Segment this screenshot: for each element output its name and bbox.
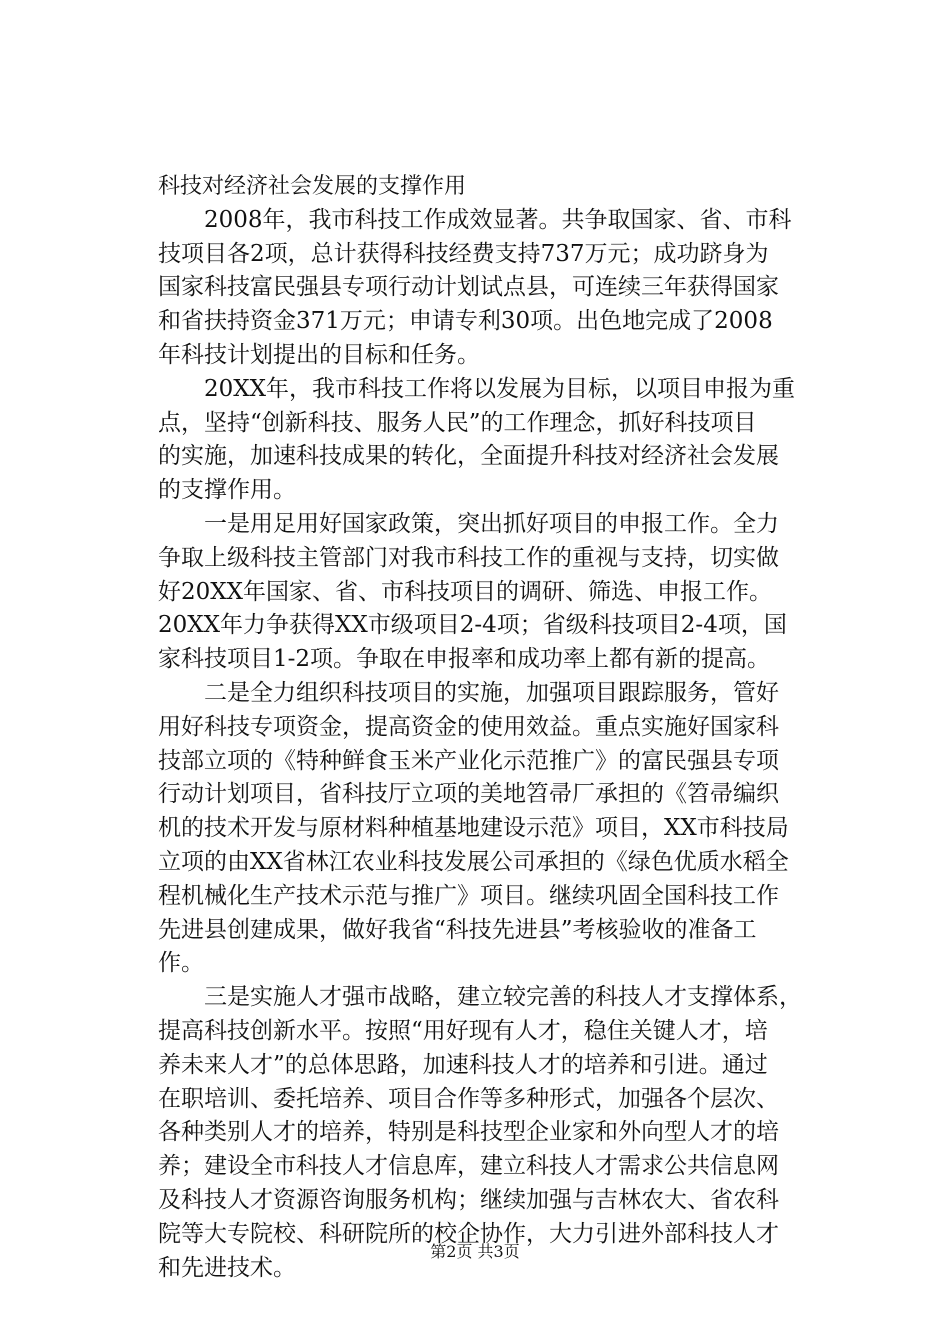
text-line: 机的技术开发与原材料种植基地建设示范》项目，XX市科技局: [158, 815, 789, 842]
text-line: 20XX年力争获得XX市级项目2-4项；省级科技项目2-4项，国: [158, 612, 787, 639]
text-line: 在职培训、委托培养、项目合作等多种形式，加强各个层次、: [158, 1085, 779, 1112]
page-footer: [0, 1242, 950, 1262]
text-line: 和省扶持资金371万元；申请专利30项。出色地完成了2008: [158, 308, 773, 335]
text-line: 的实施，加速科技成果的转化，全面提升科技对经济社会发展: [158, 443, 779, 470]
text-line: 程机械化生产技术示范与推广》项目。继续巩固全国科技工作: [158, 882, 779, 909]
text-line: 作。: [158, 950, 204, 977]
text-line: 家科技项目1-2项。争取在申报率和成功率上都有新的提高。: [158, 646, 771, 673]
text-line: 养；建设全市科技人才信息库，建立科技人才需求公共信息网: [158, 1153, 779, 1180]
text-line: 的支撑作用。: [158, 477, 296, 504]
page-number: 第2页 共3页: [430, 1242, 520, 1261]
text-line: 院等大专院校、科研院所的校企协作，大力引进外部科技人才: [158, 1220, 779, 1247]
text-line: 先进县创建成果，做好我省“科技先进县”考核验收的准备工: [158, 916, 757, 943]
document-body: [158, 170, 838, 1285]
document-title: 科技对经济社会发展的支撑作用: [158, 174, 467, 199]
text-line: 三是实施人才强市战略，建立较完善的科技人才支撑体系，: [158, 984, 802, 1011]
text-line: 技部立项的《特种鲜食玉米产业化示范推广》的富民强县专项: [158, 747, 779, 774]
text-line: 点，坚持“创新科技、服务人民”的工作理念，抓好科技项目: [158, 409, 757, 436]
text-line: 各种类别人才的培养，特别是科技型企业家和外向型人才的培: [158, 1119, 779, 1146]
text-line: 和先进技术。: [158, 1254, 296, 1281]
text-line: 一是用足用好国家政策，突出抓好项目的申报工作。全力: [158, 510, 779, 537]
text-line: 提高科技创新水平。按照“用好现有人才，稳住关键人才，培: [158, 1017, 768, 1044]
text-line: 二是全力组织科技项目的实施，加强项目跟踪服务，管好: [158, 679, 779, 706]
text-line: 用好科技专项资金，提高资金的使用效益。重点实施好国家科: [158, 713, 779, 740]
text-line: 立项的由XX省林江农业科技发展公司承担的《绿色优质水稻全: [158, 848, 789, 875]
text-line: 养未来人才”的总体思路，加速科技人才的培养和引进。通过: [158, 1051, 768, 1078]
text-line: 好20XX年国家、省、市科技项目的调研、筛选、申报工作。: [158, 578, 773, 605]
text-line: 及科技人才资源咨询服务机构；继续加强与吉林农大、省农科: [158, 1186, 779, 1213]
text-line: 争取上级科技主管部门对我市科技工作的重视与支持，切实做: [158, 544, 779, 571]
text-line: 国家科技富民强县专项行动计划试点县，可连续三年获得国家: [158, 274, 779, 301]
text-line: 年科技计划提出的目标和任务。: [158, 341, 480, 368]
text-line: 20XX年，我市科技工作将以发展为目标，以项目申报为重: [158, 375, 796, 402]
text-line: 2008年，我市科技工作成效显著。共争取国家、省、市科: [158, 206, 792, 233]
text-line: 技项目各2项，总计获得科技经费支持737万元；成功跻身为: [158, 240, 769, 267]
text-line: 行动计划项目，省科技厅立项的美地笤帚厂承担的《笤帚编织: [158, 781, 779, 808]
